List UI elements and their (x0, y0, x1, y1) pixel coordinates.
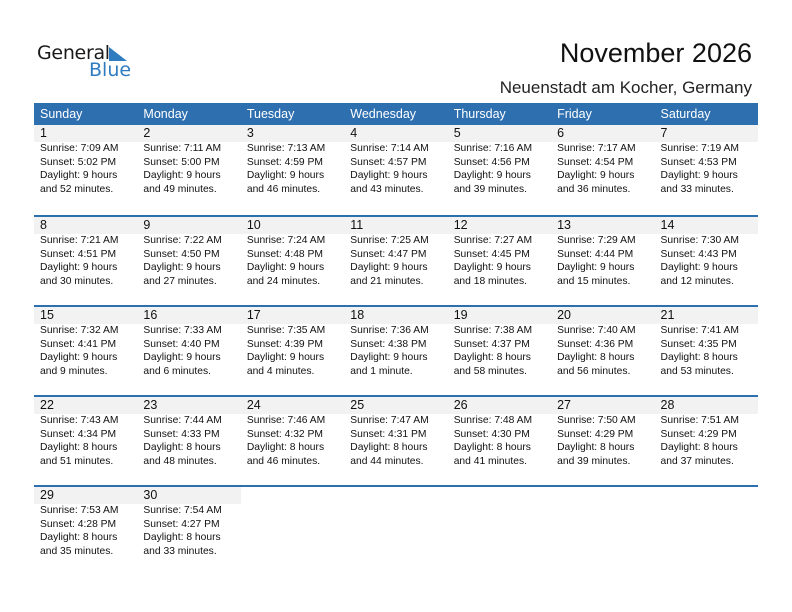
day-number: 17 (241, 307, 344, 324)
daylight-duration: Daylight: 8 hours (246, 442, 325, 454)
sunset-time: Sunset: 4:29 PM (660, 428, 737, 440)
daylight-duration: Daylight: 9 hours (40, 262, 118, 274)
daylight-duration: Daylight: 8 hours (40, 442, 118, 454)
weekday-header-row (34, 103, 758, 125)
daylight-duration: Daylight: 9 hours (143, 170, 221, 182)
day-cell (241, 307, 344, 395)
day-cell (344, 397, 447, 485)
empty-day-cell (448, 487, 551, 575)
daylight-duration: and 36 minutes. (557, 183, 631, 195)
sunset-time: Sunset: 4:59 PM (246, 156, 323, 168)
sunset-time: Sunset: 4:39 PM (246, 338, 323, 350)
day-cell (448, 217, 551, 305)
sunset-time: Sunset: 4:34 PM (40, 428, 117, 440)
sunset-time: Sunset: 4:41 PM (40, 338, 117, 350)
daylight-duration: and 43 minutes. (350, 183, 424, 195)
calendar-week-row (34, 215, 758, 305)
daylight-duration: and 48 minutes. (143, 455, 217, 467)
daylight-duration: Daylight: 9 hours (143, 352, 221, 364)
sunrise-time: Sunrise: 7:35 AM (246, 325, 326, 336)
sunrise-time: Sunrise: 7:48 AM (453, 415, 533, 426)
day-number: 27 (551, 397, 654, 414)
day-cell (448, 307, 551, 395)
calendar-grid (34, 103, 758, 575)
day-number: 18 (344, 307, 447, 324)
sunrise-time: Sunrise: 7:16 AM (453, 143, 533, 154)
weekday-header-thursday: Thursday (453, 107, 506, 121)
day-number: 6 (551, 125, 654, 142)
day-number: 16 (137, 307, 240, 324)
sunset-time: Sunset: 4:27 PM (143, 518, 220, 530)
day-cell (241, 125, 344, 215)
daylight-duration: Daylight: 9 hours (453, 170, 531, 182)
day-number: 21 (655, 307, 758, 324)
sunrise-time: Sunrise: 7:14 AM (350, 143, 429, 154)
sunrise-time: Sunrise: 7:11 AM (143, 143, 222, 154)
day-number: 26 (448, 397, 551, 414)
sunset-time: Sunset: 4:53 PM (660, 156, 737, 168)
daylight-duration: and 58 minutes. (453, 365, 527, 377)
daylight-duration: and 9 minutes. (40, 365, 108, 377)
sunset-time: Sunset: 4:40 PM (143, 338, 220, 350)
weekday-header-monday: Monday (143, 107, 188, 121)
daylight-duration: Daylight: 9 hours (660, 170, 738, 182)
sunset-time: Sunset: 4:54 PM (557, 156, 634, 168)
daylight-duration: Daylight: 8 hours (660, 352, 738, 364)
daylight-duration: Daylight: 9 hours (246, 262, 325, 274)
daylight-duration: and 37 minutes. (660, 455, 734, 467)
sunrise-time: Sunrise: 7:36 AM (350, 325, 429, 336)
sunset-time: Sunset: 4:28 PM (40, 518, 117, 530)
weekday-header-tuesday: Tuesday (246, 107, 295, 121)
day-cell (34, 397, 137, 485)
sunrise-time: Sunrise: 7:54 AM (143, 505, 222, 516)
daylight-duration: Daylight: 8 hours (660, 442, 738, 454)
day-number: 10 (241, 217, 344, 234)
day-number: 3 (241, 125, 344, 142)
sunrise-time: Sunrise: 7:38 AM (453, 325, 533, 336)
day-cell (241, 397, 344, 485)
day-cell (137, 397, 240, 485)
sunrise-time: Sunrise: 7:30 AM (660, 235, 739, 246)
daylight-duration: and 6 minutes. (143, 365, 211, 377)
day-number: 20 (551, 307, 654, 324)
daylight-duration: Daylight: 8 hours (453, 442, 531, 454)
daylight-duration: and 53 minutes. (660, 365, 734, 377)
sunset-time: Sunset: 4:50 PM (143, 248, 220, 260)
sunset-time: Sunset: 4:45 PM (453, 248, 530, 260)
weekday-header-wednesday: Wednesday (350, 107, 417, 121)
daylight-duration: and 33 minutes. (143, 545, 217, 557)
day-number: 25 (344, 397, 447, 414)
daylight-duration: Daylight: 9 hours (350, 352, 428, 364)
sunrise-time: Sunrise: 7:13 AM (246, 143, 326, 154)
sunset-time: Sunset: 5:02 PM (40, 156, 117, 168)
sunset-time: Sunset: 4:35 PM (660, 338, 737, 350)
day-number: 11 (344, 217, 447, 234)
daylight-duration: Daylight: 9 hours (557, 170, 635, 182)
day-cell (241, 217, 344, 305)
sunrise-time: Sunrise: 7:44 AM (143, 415, 222, 426)
daylight-duration: and 18 minutes. (453, 275, 527, 287)
day-cell (344, 125, 447, 215)
day-cell (34, 307, 137, 395)
daylight-duration: and 41 minutes. (453, 455, 527, 467)
day-number: 24 (241, 397, 344, 414)
daylight-duration: and 12 minutes. (660, 275, 734, 287)
day-number: 9 (137, 217, 240, 234)
day-number: 5 (448, 125, 551, 142)
day-cell (655, 397, 758, 485)
daylight-duration: Daylight: 8 hours (143, 532, 221, 544)
day-number: 22 (34, 397, 137, 414)
daylight-duration: Daylight: 9 hours (350, 262, 428, 274)
daylight-duration: Daylight: 9 hours (660, 262, 738, 274)
sunset-time: Sunset: 4:32 PM (246, 428, 323, 440)
day-cell (344, 217, 447, 305)
sunrise-time: Sunrise: 7:47 AM (350, 415, 429, 426)
sunrise-time: Sunrise: 7:24 AM (246, 235, 326, 246)
day-number: 23 (137, 397, 240, 414)
daylight-duration: Daylight: 8 hours (557, 352, 635, 364)
day-number: 13 (551, 217, 654, 234)
calendar-weeks (34, 125, 758, 575)
daylight-duration: and 46 minutes. (246, 183, 321, 195)
logo-text-blue: Blue (89, 59, 132, 81)
day-cell (448, 125, 551, 215)
sunrise-time: Sunrise: 7:53 AM (40, 505, 119, 516)
daylight-duration: and 51 minutes. (40, 455, 114, 467)
day-number: 28 (655, 397, 758, 414)
sunset-time: Sunset: 4:37 PM (453, 338, 530, 350)
daylight-duration: and 30 minutes. (40, 275, 114, 287)
sunset-time: Sunset: 4:44 PM (557, 248, 634, 260)
calendar-week-row (34, 305, 758, 395)
sunrise-time: Sunrise: 7:51 AM (660, 415, 739, 426)
logo-text-general: General (37, 42, 110, 64)
day-cell (137, 307, 240, 395)
day-cell (137, 217, 240, 305)
day-number: 4 (344, 125, 447, 142)
sunset-time: Sunset: 4:43 PM (660, 248, 737, 260)
day-number: 8 (34, 217, 137, 234)
sunrise-time: Sunrise: 7:22 AM (143, 235, 222, 246)
sunset-time: Sunset: 5:00 PM (143, 156, 220, 168)
daylight-duration: and 4 minutes. (246, 365, 315, 377)
day-number: 19 (448, 307, 551, 324)
sunset-time: Sunset: 4:38 PM (350, 338, 427, 350)
sunrise-time: Sunrise: 7:32 AM (40, 325, 119, 336)
day-cell (551, 125, 654, 215)
sunset-time: Sunset: 4:56 PM (453, 156, 530, 168)
daylight-duration: and 24 minutes. (246, 275, 321, 287)
sunset-time: Sunset: 4:29 PM (557, 428, 634, 440)
daylight-duration: and 21 minutes. (350, 275, 424, 287)
sunrise-time: Sunrise: 7:43 AM (40, 415, 119, 426)
daylight-duration: and 49 minutes. (143, 183, 217, 195)
day-number: 1 (34, 125, 137, 142)
weekday-header-friday: Friday (557, 107, 592, 121)
daylight-duration: and 33 minutes. (660, 183, 734, 195)
sunrise-time: Sunrise: 7:46 AM (246, 415, 326, 426)
day-cell (34, 125, 137, 215)
day-cell (655, 125, 758, 215)
day-cell (34, 487, 137, 575)
day-cell (655, 217, 758, 305)
calendar-week-row (34, 485, 758, 575)
sunrise-time: Sunrise: 7:19 AM (660, 143, 739, 154)
daylight-duration: and 56 minutes. (557, 365, 631, 377)
calendar-week-row (34, 125, 758, 215)
sunrise-time: Sunrise: 7:27 AM (453, 235, 533, 246)
day-number: 14 (655, 217, 758, 234)
sunrise-time: Sunrise: 7:50 AM (557, 415, 636, 426)
sunset-time: Sunset: 4:33 PM (143, 428, 220, 440)
sunrise-time: Sunrise: 7:41 AM (660, 325, 739, 336)
sunrise-time: Sunrise: 7:40 AM (557, 325, 636, 336)
day-cell (34, 217, 137, 305)
empty-day-cell (344, 487, 447, 575)
daylight-duration: Daylight: 8 hours (557, 442, 635, 454)
day-number: 15 (34, 307, 137, 324)
sunset-time: Sunset: 4:51 PM (40, 248, 117, 260)
day-number: 7 (655, 125, 758, 142)
sunrise-time: Sunrise: 7:33 AM (143, 325, 222, 336)
daylight-duration: and 1 minute. (350, 365, 413, 377)
page-title: November 2026 (559, 38, 752, 68)
daylight-duration: Daylight: 8 hours (40, 532, 118, 544)
day-cell (655, 307, 758, 395)
day-cell (551, 217, 654, 305)
day-cell (344, 307, 447, 395)
daylight-duration: Daylight: 9 hours (557, 262, 635, 274)
day-number: 2 (137, 125, 240, 142)
daylight-duration: Daylight: 9 hours (453, 262, 531, 274)
sunrise-time: Sunrise: 7:29 AM (557, 235, 636, 246)
day-cell (137, 487, 240, 575)
empty-day-cell (551, 487, 654, 575)
day-cell (137, 125, 240, 215)
day-cell (551, 397, 654, 485)
empty-day-cell (655, 487, 758, 575)
daylight-duration: Daylight: 8 hours (350, 442, 428, 454)
sunset-time: Sunset: 4:36 PM (557, 338, 634, 350)
sunrise-time: Sunrise: 7:17 AM (557, 143, 636, 154)
sunset-time: Sunset: 4:48 PM (246, 248, 323, 260)
calendar-week-row (34, 395, 758, 485)
daylight-duration: Daylight: 9 hours (350, 170, 428, 182)
sunrise-time: Sunrise: 7:21 AM (40, 235, 119, 246)
empty-day-cell (241, 487, 344, 575)
daylight-duration: Daylight: 9 hours (40, 170, 118, 182)
daylight-duration: and 39 minutes. (557, 455, 631, 467)
daylight-duration: Daylight: 8 hours (143, 442, 221, 454)
sunset-time: Sunset: 4:30 PM (453, 428, 530, 440)
generalblue-logo (37, 42, 137, 82)
daylight-duration: and 44 minutes. (350, 455, 424, 467)
sunset-time: Sunset: 4:47 PM (350, 248, 427, 260)
daylight-duration: and 27 minutes. (143, 275, 217, 287)
daylight-duration: Daylight: 8 hours (453, 352, 531, 364)
daylight-duration: and 52 minutes. (40, 183, 114, 195)
daylight-duration: and 39 minutes. (453, 183, 527, 195)
weekday-header-sunday: Sunday (40, 107, 83, 121)
sunrise-time: Sunrise: 7:09 AM (40, 143, 119, 154)
sunset-time: Sunset: 4:57 PM (350, 156, 427, 168)
day-number: 30 (137, 487, 240, 504)
day-number: 29 (34, 487, 137, 504)
daylight-duration: Daylight: 9 hours (40, 352, 118, 364)
day-number: 12 (448, 217, 551, 234)
daylight-duration: and 46 minutes. (246, 455, 321, 467)
daylight-duration: and 15 minutes. (557, 275, 631, 287)
weekday-header-saturday: Saturday (660, 107, 711, 121)
location-subtitle: Neuenstadt am Kocher, Germany (499, 78, 752, 97)
daylight-duration: Daylight: 9 hours (143, 262, 221, 274)
day-cell (551, 307, 654, 395)
daylight-duration: and 35 minutes. (40, 545, 114, 557)
day-cell (448, 397, 551, 485)
daylight-duration: Daylight: 9 hours (246, 170, 325, 182)
daylight-duration: Daylight: 9 hours (246, 352, 325, 364)
sunset-time: Sunset: 4:31 PM (350, 428, 427, 440)
sunrise-time: Sunrise: 7:25 AM (350, 235, 429, 246)
